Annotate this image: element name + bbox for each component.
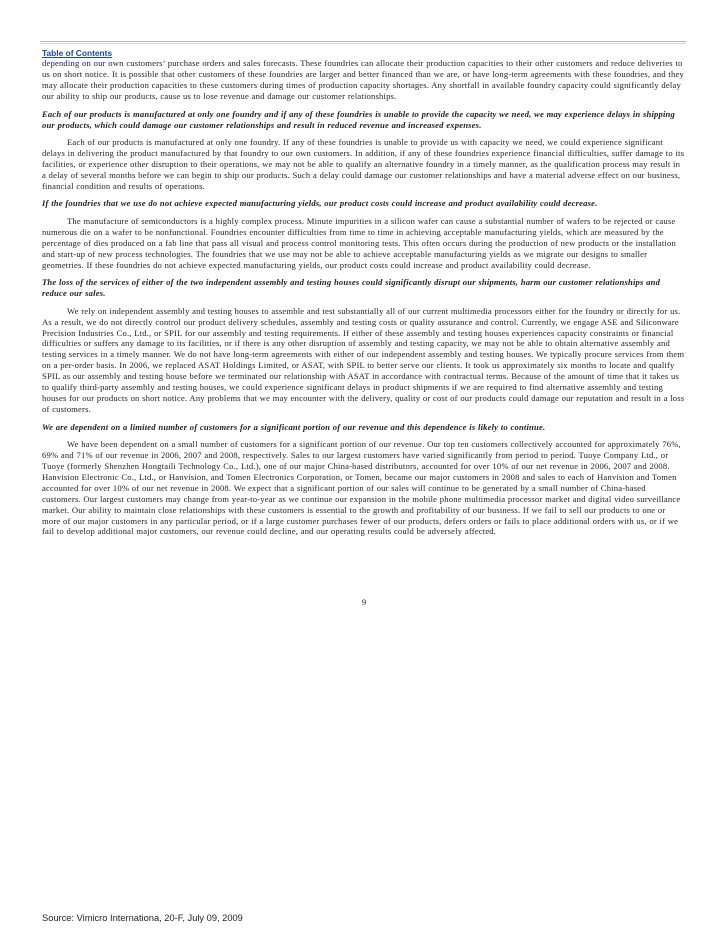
table-of-contents-link[interactable]: Table of Contents: [42, 48, 113, 58]
source-footer: Source: Vimicro Internationa, 20-F, July 09, 2009: [42, 913, 243, 923]
page-content: [42, 48, 685, 544]
header-rule: [40, 41, 686, 44]
risk-heading-manufacturing-yields: If the foundries that we use do not achieve expected manufacturing yields, our product costs could increase and product availability could decrease.: [42, 198, 598, 209]
body-paragraph-3: The manufacture of semiconductors is a highly complex process. Minute impurities in a silicon wafer can cause a substantial number of wafers to be rejected or cause numerous die on a wafer to be nonfunctional. Foundries encounter difficulties from time to time in achieving acceptable manufacturing yields, which are measured by the percentage of dies produced on a fab line that pass all visual and process control monitoring tests. This often occurs during the production of new products or the installation and start-up of new process technologies. The foundries that we use may not be able to achieve acceptable manufacturing yields as we migrate our designs to smaller geometries. If these foundries do not achieve expected manufacturing yields, our product costs could increase and product availability could decrease.: [42, 215, 676, 270]
risk-heading-assembly-testing: The loss of the services of either of the two independent assembly and testing houses could significantly disrupt our shipments, harm our customer relationships and reduce our sales.: [42, 277, 661, 299]
body-paragraph-4: We rely on independent assembly and testing houses to assemble and test substantially all of our current multimedia processors either for the foundry or directly for us. As a result, we do not directly control our product delivery schedules, assembly and testing costs or quality assurance and control. Currently, we engage ASE and Siliconware Precision Industries Co., Ltd., or SPIL for our assembly and testing requirements. If either of these assembly and testing houses experiences capacity constraints or financial difficulties or suffers any damage to its facilities, or if there is any other disruption of assembly and testing capacity, we may not be able to obtain alternative assembly and testing services in a timely manner. We do not have long-term agreements with either of our independent assembly and testing houses. We typically procure services from them on a per-order basis. In 2006, we replaced ASAT Holdings Limited, or ASAT, with SPIL to better serve our clients. It took us approximately six months to locate and qualify SPIL as our assembly and testing house before we terminated our relationship with ASAT in accordance with contractual terms. Because of the amount of time that it takes us to qualify third-party assembly and testing houses, we could experience significant delays in product shipments if we are required to find alternative assembly and testing houses for our products on short notice. Any problems that we may encounter with the delivery, quality or cost of our products could damage our reputation and result in a loss of customers.: [42, 305, 685, 414]
risk-heading-foundry-capacity: Each of our products is manufactured at only one foundry and if any of these foundries is unable to provide the capacity we need, we may experience delays in shipping our products, which could damage our customer relationships and result in reduced revenue and increased expenses.: [42, 108, 675, 130]
body-paragraph-5: We have been dependent on a small number of customers for a significant portion of our revenue. Our top ten customers collectively accounted for approximately 76%, 69% and 71% of our revenue in 2006, 2007 and 2008, respectively. Sales to our largest customers have varied significantly from period to period. Tuoye Company Ltd., or Tuoye (formerly Shenzhen Hongtaili Technology Co., Ltd.), one of our major China-based distributors, accounted for over 10% of our net revenue in 2006, 2007 and 2008. Hanvision Electronic Co., Ltd., or Hanvision, and Tomen Electronics Corporation, or Tomen, became our major customers in 2008 and sales to each of Hanvision and Tomen accounted for over 10% of our net revenue in 2008. We expect that a significant portion of our sales will continue to be generated by a small number of China-based customers. Our largest customers may change from year-to-year as we continue our expansion in the mobile phone multimedia processor market and digital video surveillance market. Our ability to maintain close relationships with these customers is essential to the growth and profitability of our business. If we fail to sell our products to one or more of our major customers in any particular period, or if a large customer purchases fewer of our products, defers orders or fails to place additional orders with us, or if we fail to develop additional major customers, our revenue could decline, and our operating results could be adversely affected.: [42, 439, 681, 537]
risk-heading-customer-concentration: We are dependent on a limited number of customers for a significant portion of our revenue and this dependence is likely to continue.: [42, 421, 546, 432]
page-number: 9: [361, 597, 367, 607]
body-paragraph-1: depending on our own customers’ purchase orders and sales forecasts. These foundries can allocate their production capacities to their other customers and reduce deliveries to us on short notice. It is possible that other customers of these foundries are larger and better financed than we are, or have long-term agreements with these foundries, and they may allocate their production capacities to these customers during times of production capacity shortages. Any shortfall in available foundry capacity could significantly delay our ability to ship our products, cause us to lose revenue and damage our customer relationships.: [42, 58, 684, 101]
body-paragraph-2: Each of our products is manufactured at only one foundry. If any of these foundries is unable to provide us with capacity we need, we could experience significant delays in delivering the product manufactured by that foundry to our own customers. In addition, if any of these foundries experience financial difficulties, suffer damage to its facilities, or experience other disruption to their operations, we may not be able to qualify an alternative foundry in a timely manner, as the qualification process may result in a delay of several months before we can begin to ship our products. Such a delay could damage our customer relationships and have a material adverse effect on our business, financial condition and results of operations.: [42, 136, 685, 191]
